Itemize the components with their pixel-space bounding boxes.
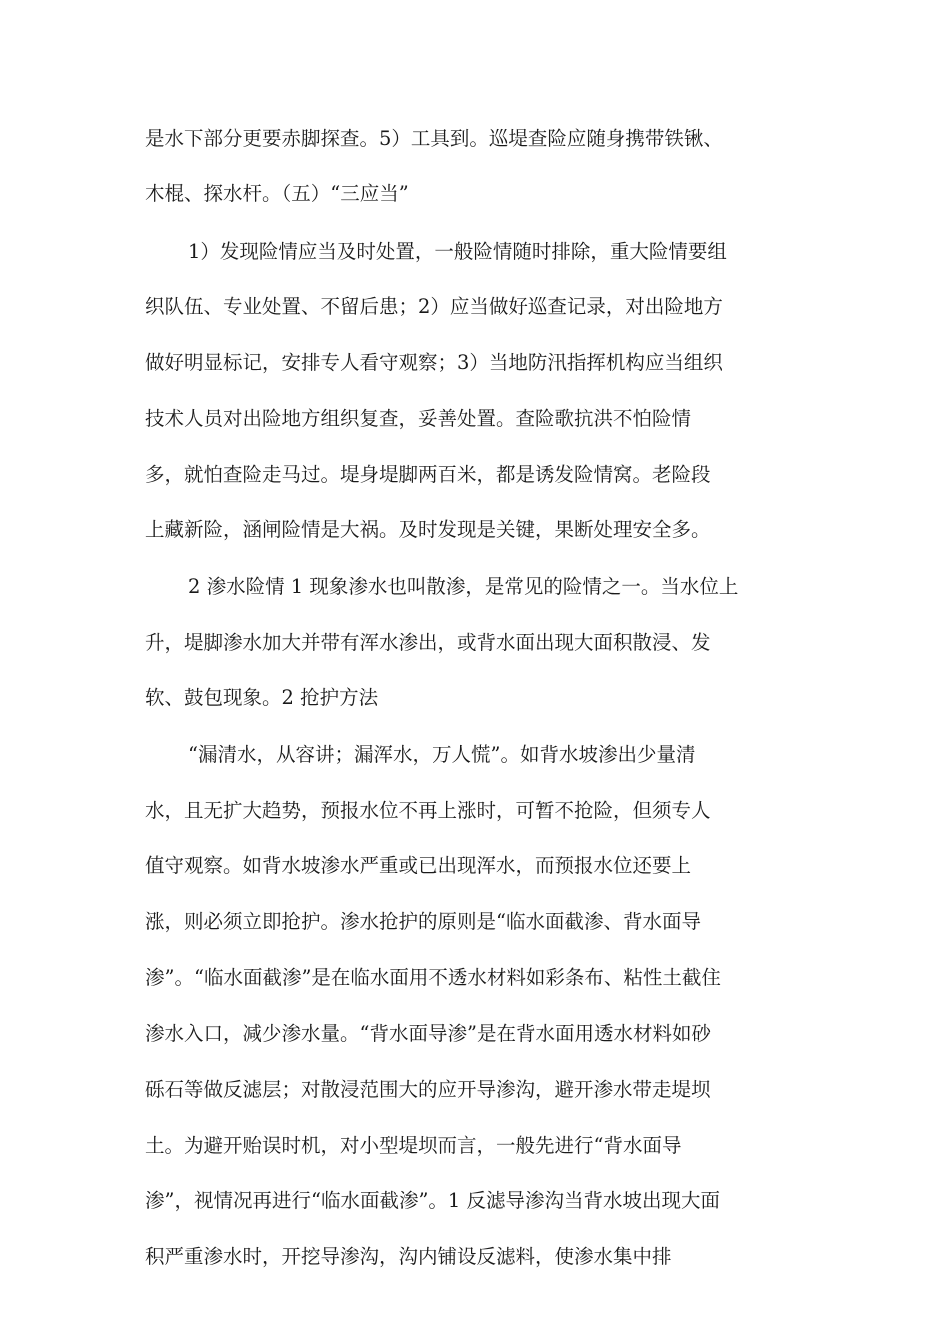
text-line: 上藏新险，涵闸险情是大祸。及时发现是关键，果断处理安全多。	[145, 518, 711, 541]
text-line: 渗水入口，减少渗水量。“背水面导渗”是在背水面用透水材料如砂	[145, 1022, 711, 1045]
paragraph-first-line: “漏清水，从容讲；漏浑水，万人慌”。如背水坡渗出少量清	[188, 743, 696, 766]
text-line: 渗”。“临水面截渗”是在临水面用不透水材料如彩条布、粘性土截住	[145, 966, 721, 989]
text-line: 织队伍、专业处置、不留后患；2）应当做好巡查记录，对出险地方	[145, 295, 723, 318]
text-line: 涨，则必须立即抢护。渗水抢护的原则是“临水面截渗、背水面导	[145, 910, 701, 933]
text-line: 升，堤脚渗水加大并带有浑水渗出，或背水面出现大面积散浸、发	[145, 631, 711, 654]
text-line: 砾石等做反滤层；对散浸范围大的应开导渗沟，避开渗水带走堤坝	[145, 1078, 711, 1101]
text-line: 木棍、探水杆。（五）“三应当”	[145, 182, 409, 205]
text-line: 积严重渗水时，开挖导渗沟，沟内铺设反滤料，使渗水集中排	[145, 1245, 672, 1268]
text-line: 值守观察。如背水坡渗水严重或已出现浑水，而预报水位还要上	[145, 854, 692, 877]
text-line: 是水下部分更要赤脚探查。5）工具到。巡堤查险应随身携带铁锹、	[145, 127, 723, 150]
text-line: 软、鼓包现象。2 抢护方法	[145, 686, 379, 709]
paragraph-first-line: 1）发现险情应当及时处置，一般险情随时排除，重大险情要组	[188, 240, 727, 263]
text-line: 水，且无扩大趋势，预报水位不再上涨时，可暂不抢险，但须专人	[145, 799, 711, 822]
paragraph-first-line: 2 渗水险情 1 现象渗水也叫散渗，是常见的险情之一。当水位上	[188, 575, 739, 598]
text-line: 技术人员对出险地方组织复查，妥善处置。查险歌抗洪不怕险情	[145, 407, 692, 430]
text-line: 土。为避开贻误时机，对小型堤坝而言，一般先进行“背水面导	[145, 1134, 682, 1157]
text-line: 渗”，视情况再进行“临水面截渗”。1 反滤导渗沟当背水坡出现大面	[145, 1189, 721, 1212]
text-line: 做好明显标记，安排专人看守观察；3）当地防汛指挥机构应当组织	[145, 351, 723, 374]
text-line: 多，就怕查险走马过。堤身堤脚两百米，都是诱发险情窝。老险段	[145, 463, 711, 486]
